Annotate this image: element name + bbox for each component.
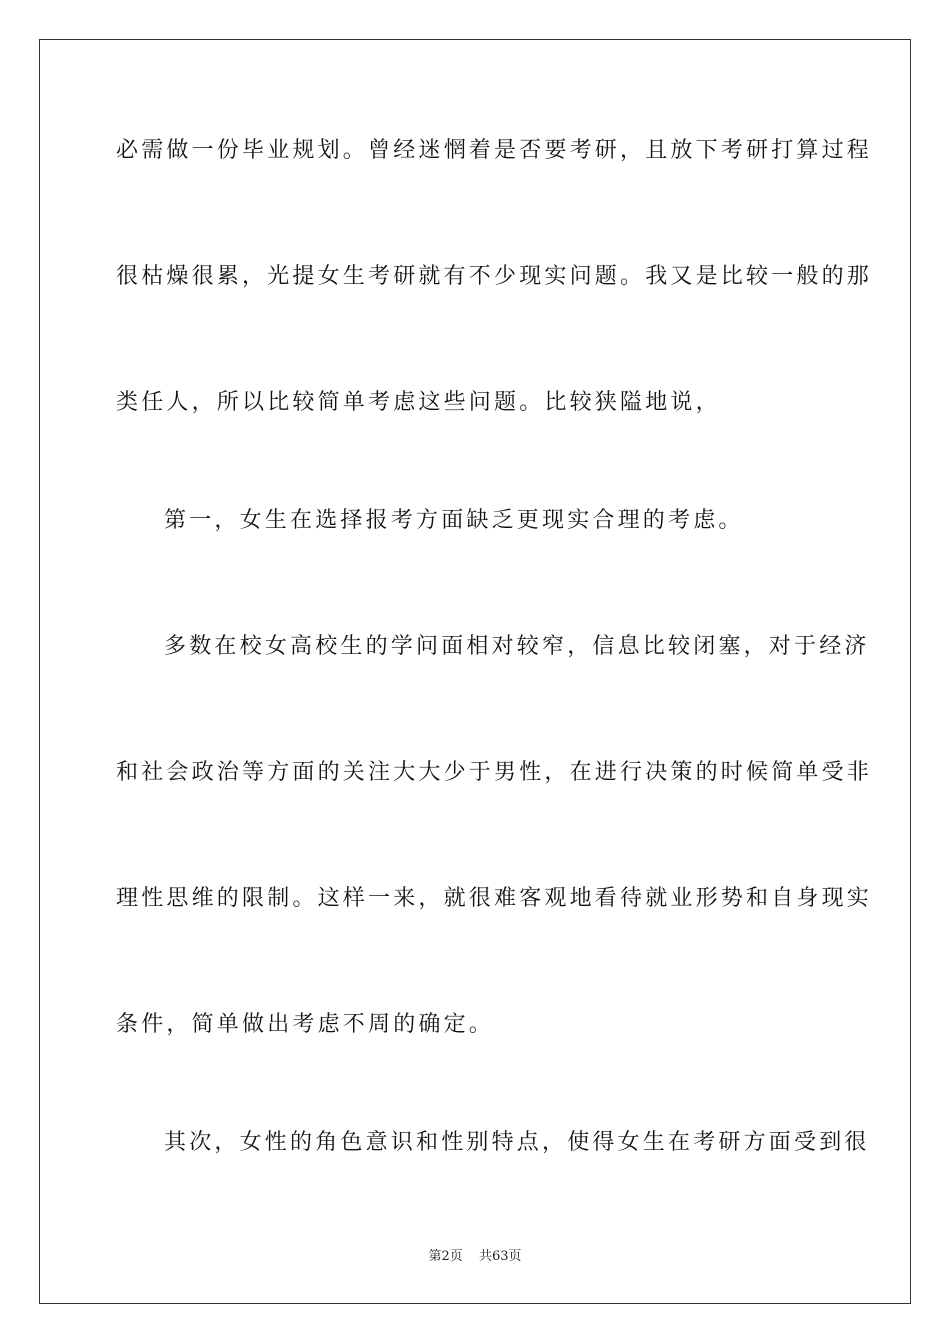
text-line-2: 很枯燥很累，光提女生考研就有不少现实问题。我又是比较一般的那 bbox=[116, 264, 873, 289]
text-line-8: 条件，简单做出考虑不周的确定。 bbox=[116, 1012, 495, 1037]
page-total: 共63页 bbox=[478, 1249, 522, 1264]
text-line-5: 多数在校女高校生的学问面相对较窄，信息比较闭塞，对于经济 bbox=[164, 634, 870, 659]
page-border bbox=[39, 39, 911, 1304]
text-line-7: 理性思维的限制。这样一来，就很难客观地看待就业形势和自身现实 bbox=[116, 886, 873, 911]
text-line-4: 第一，女生在选择报考方面缺乏更现实合理的考虑。 bbox=[164, 508, 744, 533]
text-line-3: 类任人，所以比较简单考虑这些问题。比较狭隘地说， bbox=[116, 390, 721, 415]
page-number: 第2页 bbox=[428, 1249, 463, 1264]
page-footer bbox=[0, 1245, 950, 1264]
text-line-1: 必需做一份毕业规划。曾经迷惘着是否要考研，且放下考研打算过程 bbox=[116, 138, 873, 163]
text-line-9: 其次，女性的角色意识和性别特点，使得女生在考研方面受到很 bbox=[164, 1130, 870, 1155]
text-line-6: 和社会政治等方面的关注大大少于男性，在进行决策的时候简单受非 bbox=[116, 760, 873, 785]
